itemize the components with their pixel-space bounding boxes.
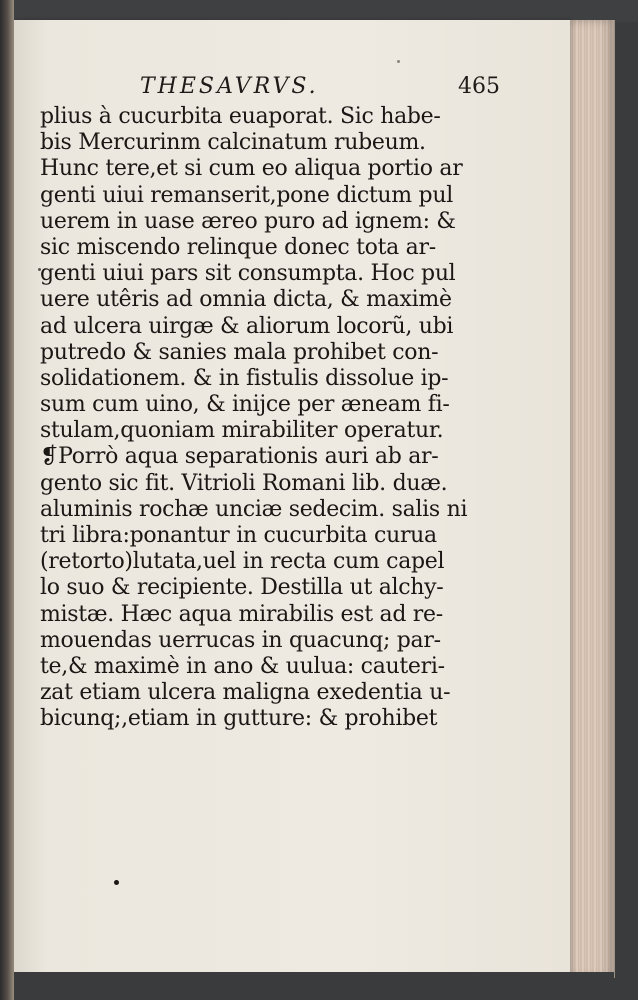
text-line: sic miscendo relinque donec tota ar- — [40, 234, 436, 260]
text-line: uere utêris ad omnia dicta, & maximè — [40, 287, 452, 313]
text-line: tri libra:ponantur in cucurbita curua — [40, 523, 437, 548]
text-line: ad ulcera uirgæ & aliorum locorũ, ubi — [40, 313, 454, 339]
text-line: ❡Porrò aqua separationis auri ab ar- — [40, 444, 439, 470]
book-page — [14, 20, 570, 975]
text-line: plius à cucurbita euaporat. Sic habe- — [40, 104, 441, 129]
scan-background-bottom — [14, 972, 614, 1000]
text-line: (retorto)lutata,uel in recta cum capel — [40, 549, 445, 575]
text-line: stulam,quoniam mirabiliter operatur. — [40, 418, 444, 444]
ink-blot — [114, 880, 119, 885]
text-line: solidationem. & in fistulis dissolue ip- — [40, 365, 449, 391]
running-title: THESAVRVS. — [140, 74, 319, 99]
text-line: bicunq;,etiam in gutture: & prohibet — [40, 706, 438, 732]
text-line: genti uiui remanserit,pone dictum pul — [40, 182, 453, 208]
page-number: 465 — [458, 74, 500, 99]
scan-background — [0, 0, 638, 22]
text-line: lo suo & recipiente. Destilla ut alchy- — [40, 575, 444, 601]
running-head — [140, 74, 500, 104]
text-line: bis Mercurinm calcinatum rubeum. — [40, 130, 426, 156]
text-line: sum cum uino, & inijce per æneam fi- — [40, 392, 450, 418]
text-line: mouendas uerrucas in quacunq; par- — [40, 627, 441, 653]
text-line: te,& maximè in ano & uulua: cauteri- — [40, 653, 445, 679]
text-line: zat etiam ulcera maligna exedentia u- — [40, 680, 451, 706]
text-line: gento sic fit. Vitrioli Romani lib. duæ. — [40, 470, 448, 496]
text-line: putredo & sanies mala prohibet con- — [40, 339, 439, 365]
body-text — [40, 104, 472, 733]
paper-speck — [397, 60, 400, 63]
book-binding — [0, 0, 14, 1000]
text-line: Hunc tere,et si cum eo aliqua portio ar — [40, 156, 463, 182]
text-line: uerem in uase æreo puro ad ignem: & — [40, 208, 456, 234]
text-line: mistæ. Hæc aqua mirabilis est ad re- — [40, 601, 443, 627]
text-line: aluminis rochæ unciæ sedecim. salis ni — [40, 496, 468, 522]
text-line: genti uiui pars sit consumpta. Hoc pul — [40, 261, 456, 287]
